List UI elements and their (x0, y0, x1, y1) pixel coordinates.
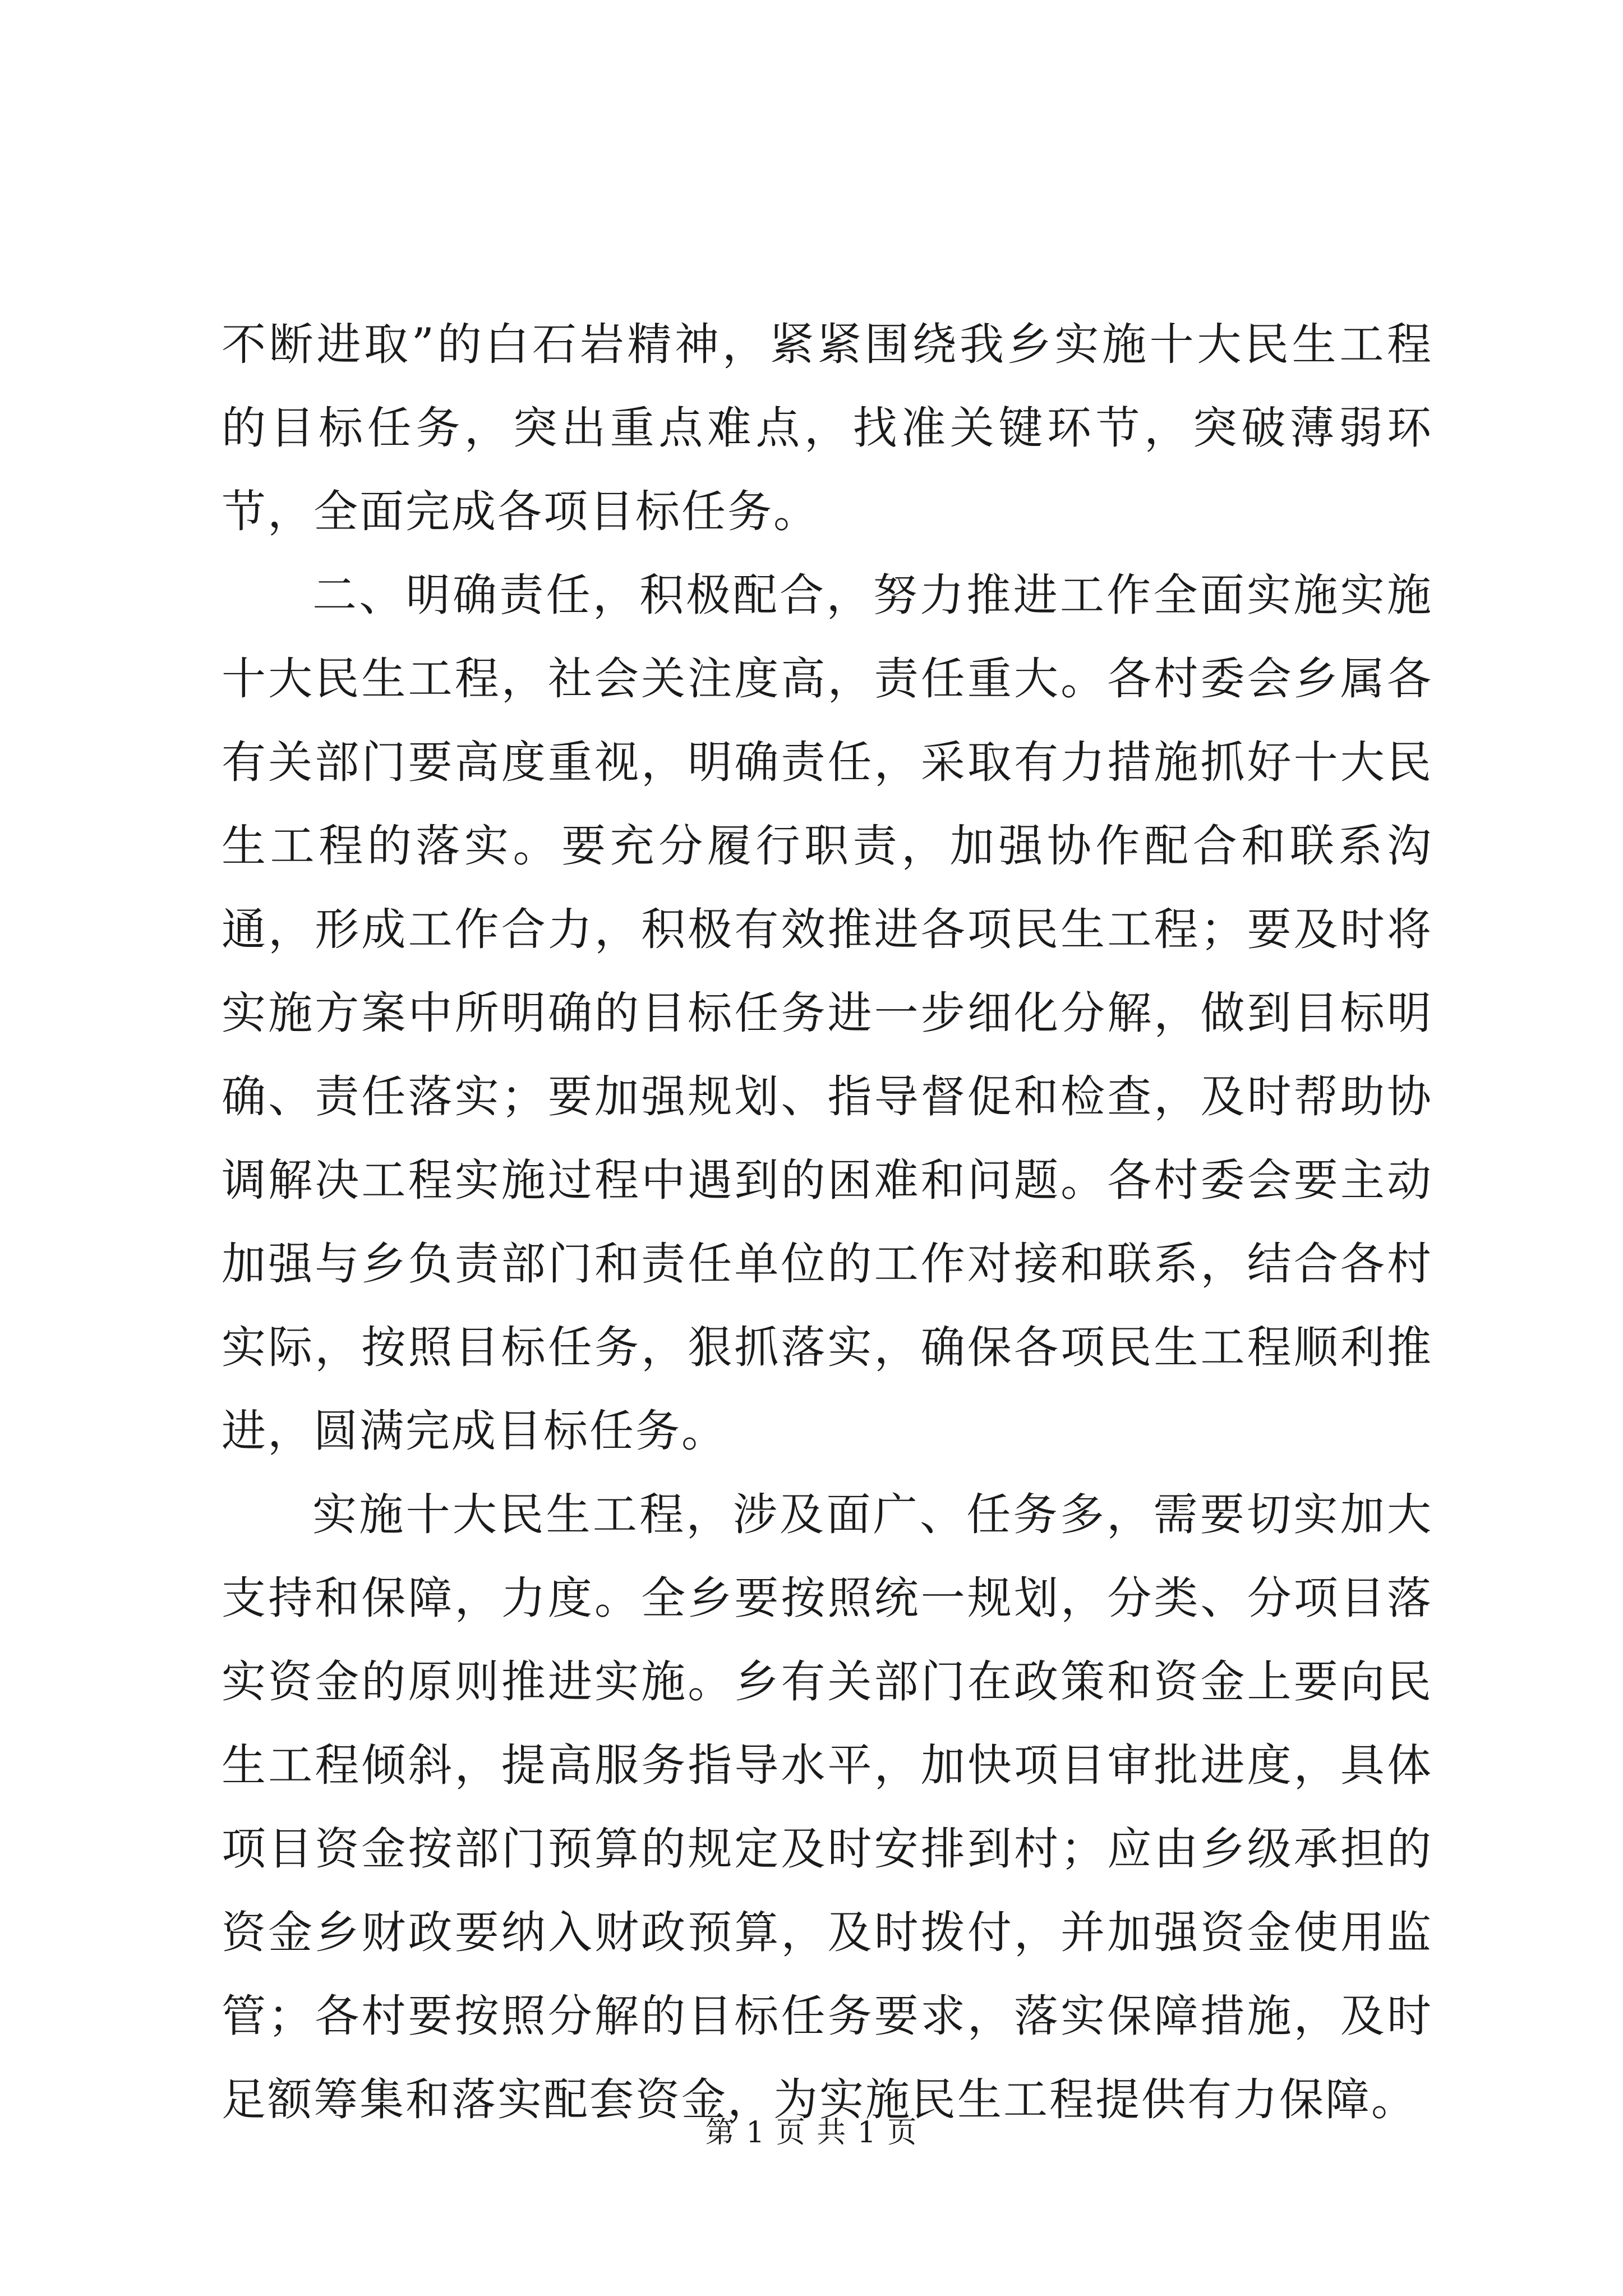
document-body (222, 303, 1433, 2142)
paragraph-2: 二、明确责任，积极配合，努力推进工作全面实施实施十大民生工程，社会关注度高，责任重大。各村委会乡属各有关部门要高度重视，明确责任，采取有力措施抓好十大民生工程的落实。要充分履行职责，加强协作配合和联系沟通，形成工作合力，积极有效推进各项民生工程；要及时将实施方案中所明确的目标任务进一步细化分解，做到目标明确、责任落实；要加强规划、指导督促和检查，及时帮助协调解决工程实施过程中遇到的困难和问题。各村委会要主动加强与乡负责部门和责任单位的工作对接和联系，结合各村实际，按照目标任务，狠抓落实，确保各项民生工程顺利推进，圆满完成目标任务。 (222, 569, 1433, 1457)
page-number-footer: 第 1 页 共 1 页 (705, 2116, 918, 2150)
paragraph-3: 实施十大民生工程，涉及面广、任务多，需要切实加大支持和保障，力度。全乡要按照统一规划，分类、分项目落实资金的原则推进实施。乡有关部门在政策和资金上要向民生工程倾斜，提高服务指导水平，加快项目审批进度，具体项目资金按部门预算的规定及时安排到村；应由乡级承担的资金乡财政要纳入财政预算，及时拨付，并加强资金使用监管；各村要按照分解的目标任务要求，落实保障措施，及时足额筹集和落实配套资金，为实施民生工程提供有力保障。 (222, 1489, 1433, 2125)
paragraph-1: 不断进取”的白石岩精神，紧紧围绕我乡实施十大民生工程的目标任务，突出重点难点，找准关键环节，突破薄弱环节，全面完成各项目标任务。 (222, 319, 1433, 537)
